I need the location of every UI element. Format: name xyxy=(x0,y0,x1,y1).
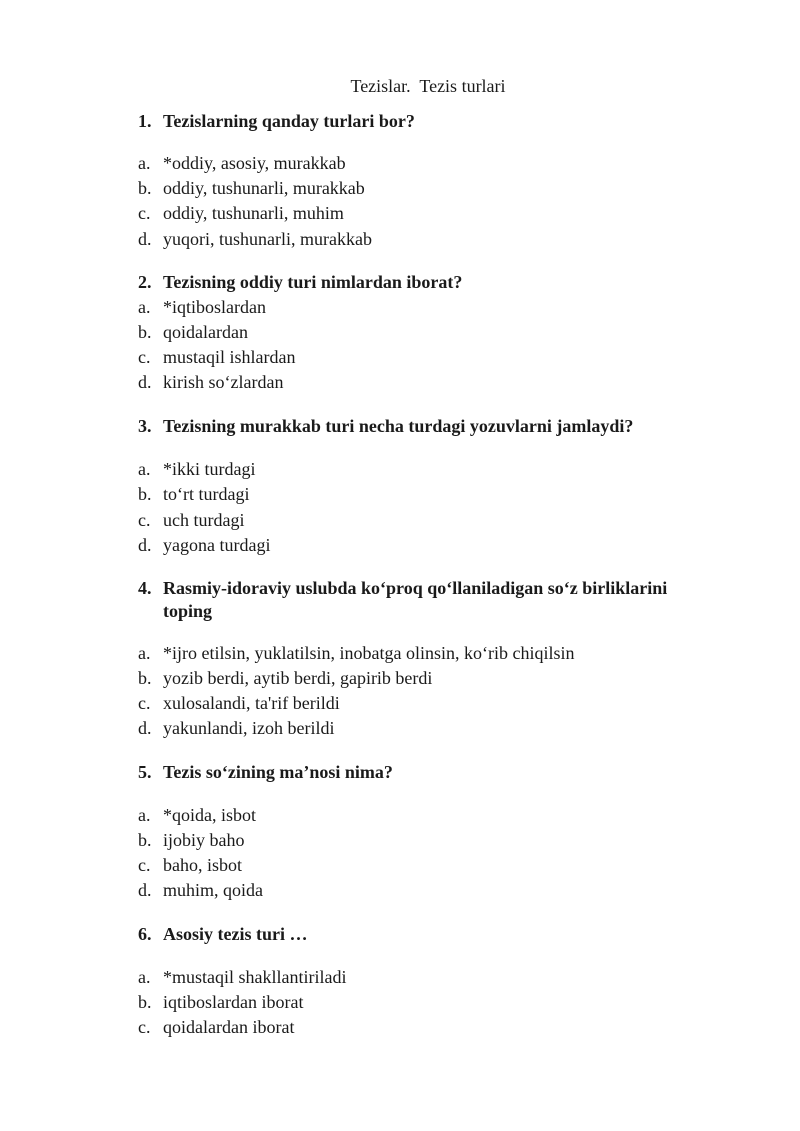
option-letter: a. xyxy=(138,643,151,663)
option-text: qoidalardan xyxy=(163,322,248,342)
question-text: Tezis so‘zining ma’nosi nima? xyxy=(163,762,393,782)
option-2c xyxy=(138,346,295,369)
question-2 xyxy=(138,271,698,294)
option-5a xyxy=(138,804,256,827)
option-text: mustaqil ishlardan xyxy=(163,347,296,367)
option-letter: a. xyxy=(138,459,151,479)
question-number: 6. xyxy=(138,924,152,944)
option-letter: b. xyxy=(138,992,152,1012)
option-letter: a. xyxy=(138,153,151,173)
option-letter: b. xyxy=(138,178,152,198)
option-text: uch turdagi xyxy=(163,510,245,530)
question-text: Tezislarning qanday turlari bor? xyxy=(163,111,415,131)
option-4d xyxy=(138,717,334,740)
option-4a xyxy=(138,642,574,665)
option-text: xulosalandi, ta'rif berildi xyxy=(163,693,340,713)
option-letter: b. xyxy=(138,322,152,342)
option-text: *qoida, isbot xyxy=(163,805,256,825)
option-5d xyxy=(138,879,263,902)
option-text: iqtiboslardan iborat xyxy=(163,992,304,1012)
option-6a xyxy=(138,966,346,989)
question-text: Tezisning murakkab turi necha turdagi yozuvlarni jamlaydi? xyxy=(163,416,634,436)
option-text: oddiy, tushunarli, muhim xyxy=(163,203,344,223)
option-3b xyxy=(138,483,249,506)
option-letter: c. xyxy=(138,347,151,367)
option-4b xyxy=(138,667,432,690)
option-6c xyxy=(138,1016,294,1039)
option-4c xyxy=(138,692,340,715)
question-text: Tezisning oddiy turi nimlardan iborat? xyxy=(163,272,463,292)
option-letter: b. xyxy=(138,668,152,688)
question-number: 4. xyxy=(138,578,152,598)
question-text: Asosiy tezis turi … xyxy=(163,924,308,944)
option-letter: d. xyxy=(138,718,152,738)
question-1 xyxy=(138,110,698,133)
option-letter: c. xyxy=(138,855,151,875)
option-text: to‘rt turdagi xyxy=(163,484,250,504)
option-letter: d. xyxy=(138,229,152,249)
option-text: oddiy, tushunarli, murakkab xyxy=(163,178,365,198)
option-text: *iqtiboslardan xyxy=(163,297,266,317)
option-text: *ijro etilsin, yuklatilsin, inobatga olinsin, ko‘rib chiqilsin xyxy=(163,643,575,663)
option-text: kirish so‘zlardan xyxy=(163,372,284,392)
option-letter: c. xyxy=(138,693,151,713)
option-text: ijobiy baho xyxy=(163,830,245,850)
option-6b xyxy=(138,991,303,1014)
option-1d xyxy=(138,228,372,251)
option-text: yozib berdi, aytib berdi, gapirib berdi xyxy=(163,668,433,688)
option-text: qoidalardan iborat xyxy=(163,1017,295,1037)
option-3a xyxy=(138,458,256,481)
option-text: *oddiy, asosiy, murakkab xyxy=(163,153,346,173)
option-letter: a. xyxy=(138,805,151,825)
question-number: 2. xyxy=(138,272,152,292)
option-5b xyxy=(138,829,245,852)
option-text: yuqori, tushunarli, murakkab xyxy=(163,229,372,249)
document-title: Tezislar. Tezis turlari xyxy=(350,76,506,96)
question-6 xyxy=(138,923,698,946)
option-text: *mustaqil shakllantiriladi xyxy=(163,967,347,987)
option-5c xyxy=(138,854,242,877)
option-text: yagona turdagi xyxy=(163,535,271,555)
option-1b xyxy=(138,177,365,200)
option-letter: d. xyxy=(138,372,152,392)
question-text: Rasmiy-idoraviy uslubda ko‘proq qo‘llaniladigan so‘z birliklarini toping xyxy=(163,578,668,621)
option-2a xyxy=(138,296,266,319)
question-number: 1. xyxy=(138,111,152,131)
option-text: baho, isbot xyxy=(163,855,242,875)
option-letter: a. xyxy=(138,967,151,987)
question-number: 3. xyxy=(138,416,152,436)
question-number: 5. xyxy=(138,762,152,782)
option-2d xyxy=(138,371,283,394)
option-letter: b. xyxy=(138,830,152,850)
option-2b xyxy=(138,321,248,344)
question-5 xyxy=(138,761,698,784)
option-text: muhim, qoida xyxy=(163,880,263,900)
option-text: *ikki turdagi xyxy=(163,459,256,479)
option-letter: b. xyxy=(138,484,152,504)
question-3 xyxy=(138,415,698,438)
option-letter: a. xyxy=(138,297,151,317)
option-text: yakunlandi, izoh berildi xyxy=(163,718,335,738)
option-3d xyxy=(138,534,270,557)
option-letter: d. xyxy=(138,880,152,900)
option-letter: c. xyxy=(138,510,151,530)
question-4 xyxy=(138,577,698,623)
option-letter: c. xyxy=(138,1017,151,1037)
option-1c xyxy=(138,202,344,225)
option-letter: d. xyxy=(138,535,152,555)
option-letter: c. xyxy=(138,203,151,223)
option-1a xyxy=(138,152,346,175)
option-3c xyxy=(138,509,244,532)
